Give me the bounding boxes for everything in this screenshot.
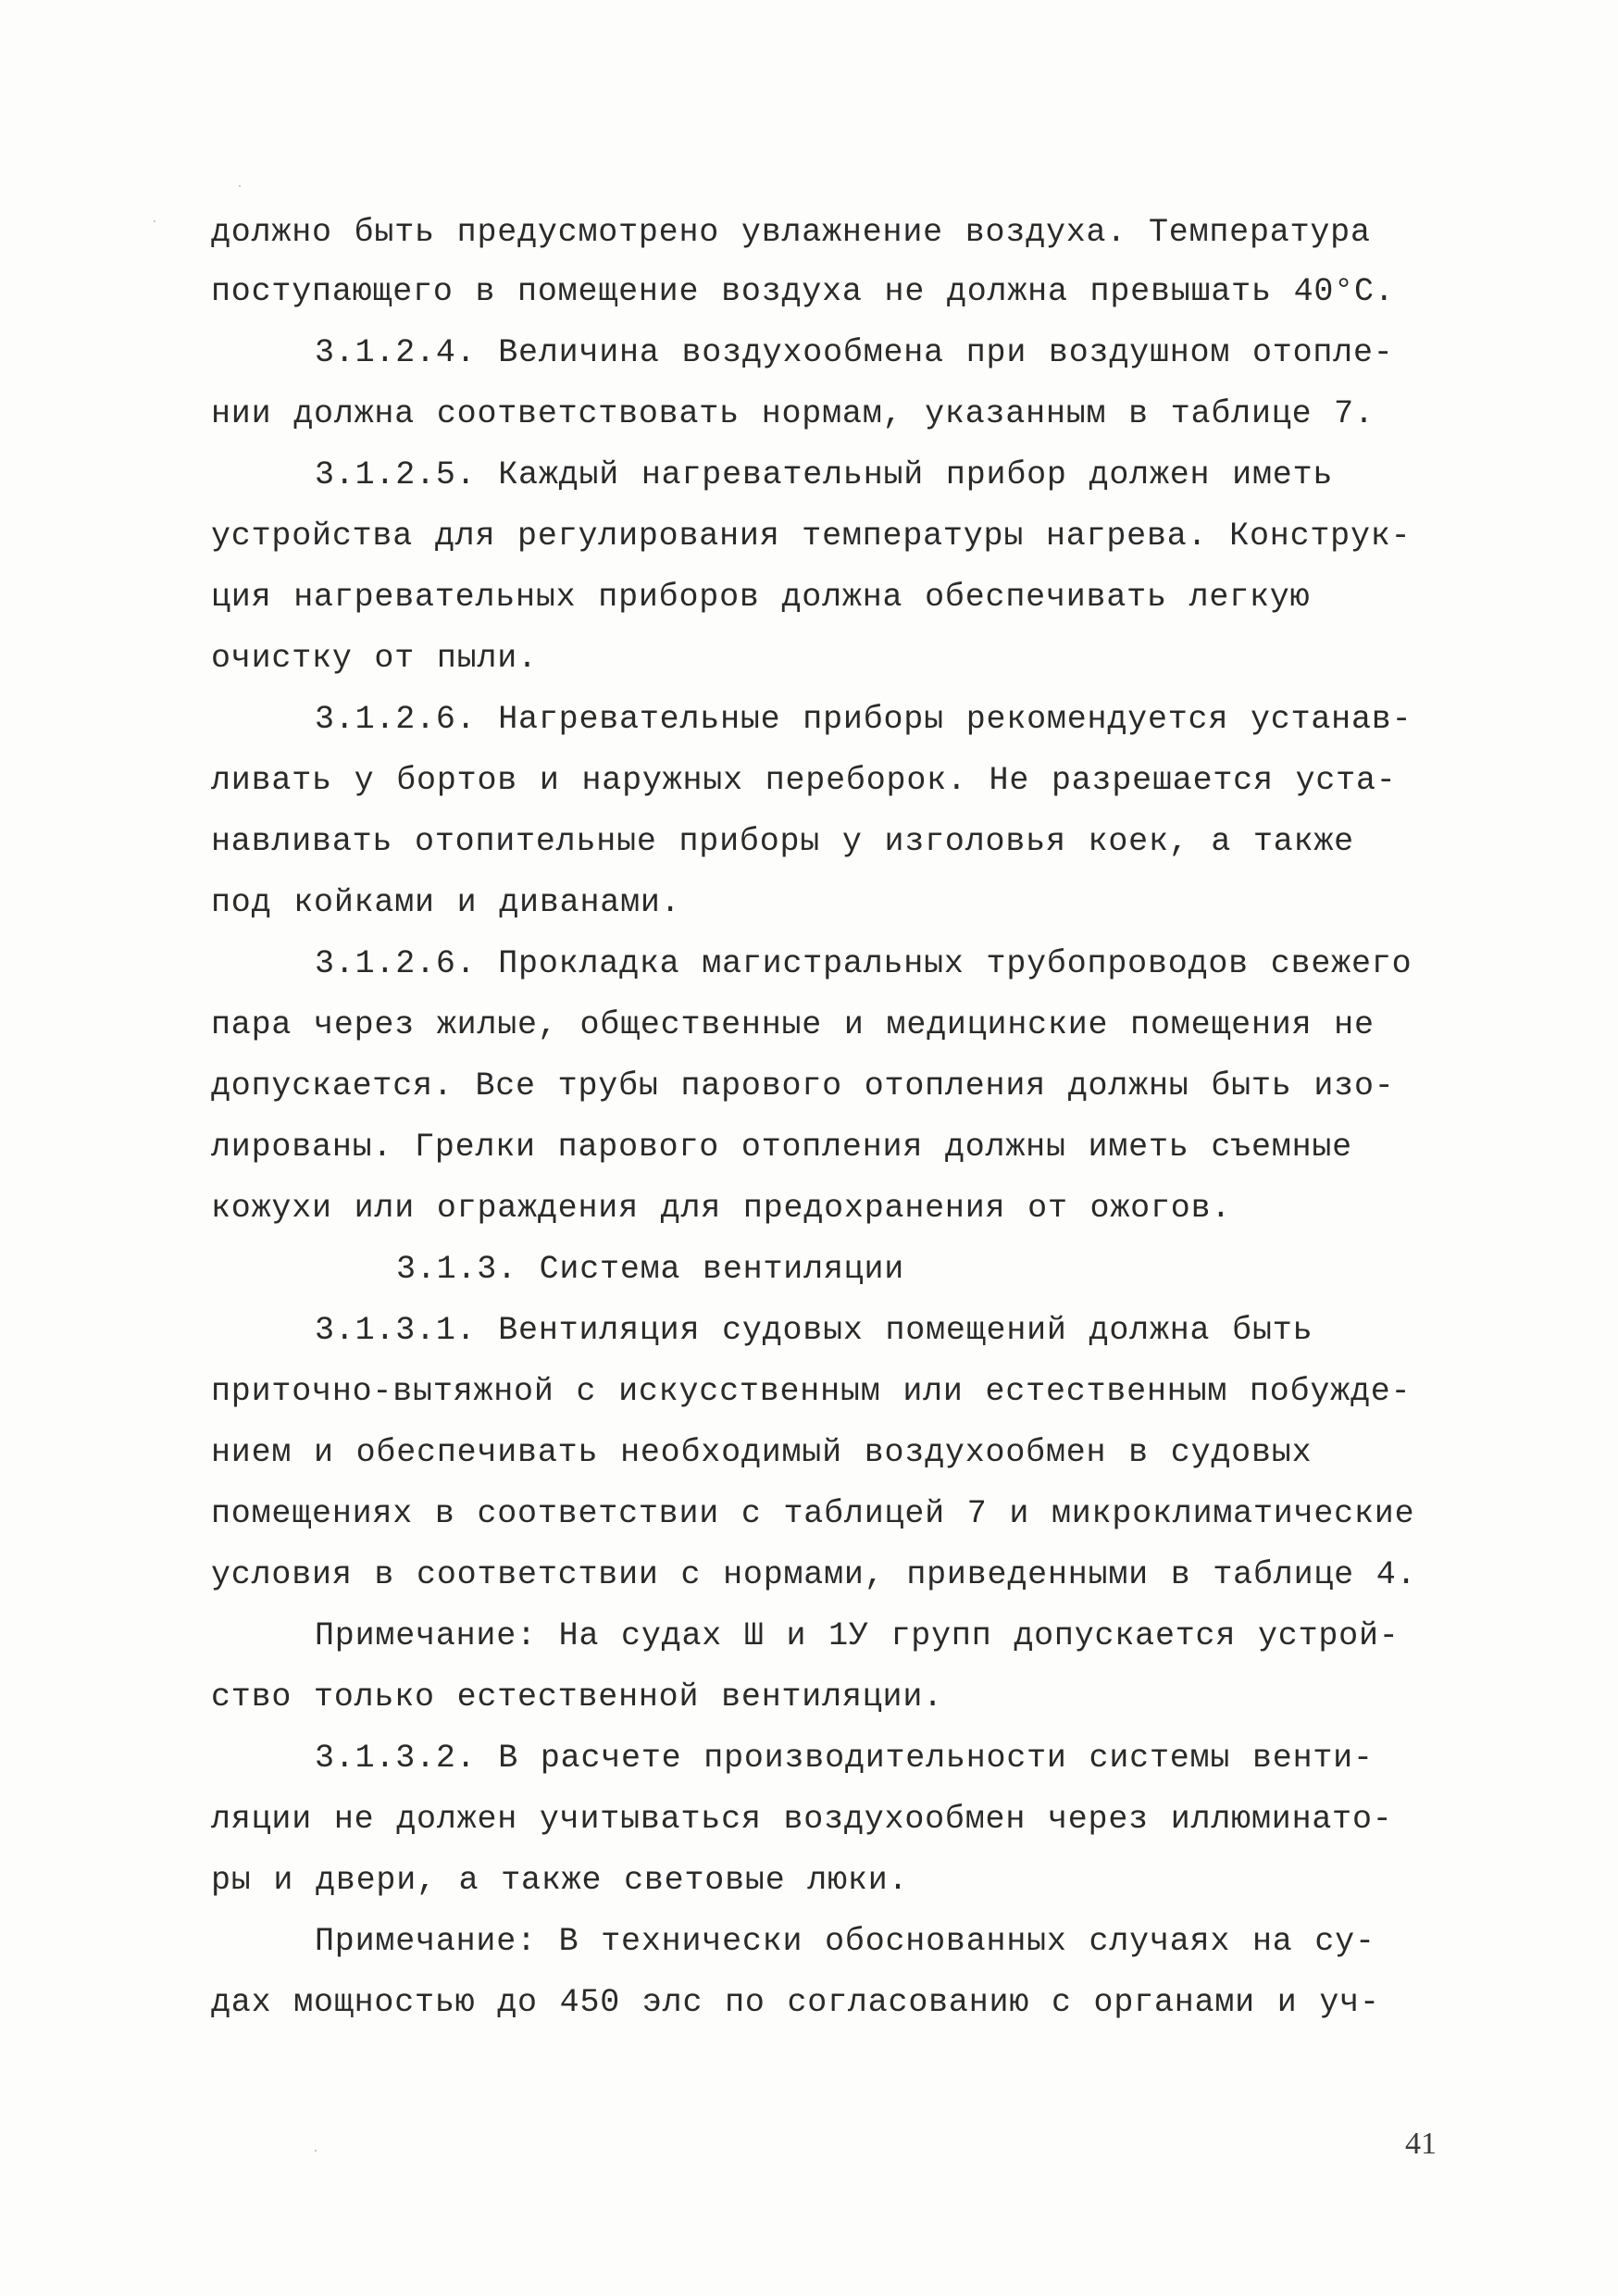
scan-speck: [154, 220, 156, 222]
text-line: 3.1.2.6. Прокладка магистральных трубопроводов свежего: [315, 945, 1413, 982]
text-line: ры и двери, а также световые люки.: [211, 1862, 909, 1899]
text-line: 3.1.2.4. Величина воздухообмена при воздушном отопле-: [315, 334, 1394, 371]
text-line: 3.1.2.6. Нагревательные приборы рекомендуется устанав-: [315, 701, 1413, 738]
text-line: помещениях в соответствии с таблицей 7 и микроклиматические: [211, 1495, 1415, 1532]
section-heading: 3.1.3. Система вентиляции: [396, 1251, 905, 1288]
note-line: ство только естественной вентиляции.: [211, 1678, 943, 1716]
text-line: очистку от пыли.: [211, 640, 538, 677]
text-line: ливать у бортов и наружных переборок. Не разрешается уста-: [211, 762, 1397, 799]
page-number: 41: [1405, 2127, 1437, 2161]
text-line: ляции не должен учитываться воздухообмен через иллюминато-: [211, 1801, 1393, 1838]
text-line: ция нагревательных приборов должна обеспечивать легкую: [211, 579, 1311, 616]
text-line: нием и обеспечивать необходимый воздухообмен в судовых: [211, 1434, 1313, 1471]
text-line: под койками и диванами.: [211, 884, 681, 921]
scan-speck: [239, 185, 241, 187]
text-line: должно быть предусмотрено увлажнение воздуха. Температура: [211, 214, 1371, 251]
text-line: кожухи или ограждения для предохранения от ожогов.: [211, 1190, 1232, 1227]
scan-speck: [315, 2150, 317, 2152]
text-line: нии должна соответствовать нормам, указанным в таблице 7.: [211, 395, 1375, 432]
text-line: лированы. Грелки парового отопления должны иметь съемные: [211, 1129, 1352, 1166]
note-line: дах мощностью до 450 элс по согласованию с органами и уч-: [211, 1984, 1380, 2021]
text-line: приточно-вытяжной с искусственным или естественным побужде-: [211, 1373, 1412, 1410]
text-line: условия в соответствии с нормами, приведенными в таблице 4.: [211, 1556, 1417, 1593]
note-line: Примечание: В технически обоснованных случаях на су-: [315, 1923, 1375, 1960]
text-line: пара через жилые, общественные и медицинские помещения не: [211, 1006, 1375, 1043]
text-line: 3.1.3.1. Вентиляция судовых помещений должна быть: [315, 1312, 1313, 1349]
text-line: устройства для регулирования температуры нагрева. Конструк-: [211, 518, 1412, 555]
text-line: поступающего в помещение воздуха не должна превышать 40°С.: [211, 273, 1395, 310]
text-line: навливать отопительные приборы у изголовья коек, а также: [211, 823, 1354, 860]
text-line: 3.1.3.2. В расчете производительности системы венти-: [315, 1740, 1374, 1777]
text-line: 3.1.2.5. Каждый нагревательный прибор должен иметь: [315, 456, 1334, 493]
note-line: Примечание: На судах Ш и 1У групп допускается устрой-: [315, 1617, 1400, 1654]
text-line: допускается. Все трубы парового отопления должны быть изо-: [211, 1067, 1395, 1104]
